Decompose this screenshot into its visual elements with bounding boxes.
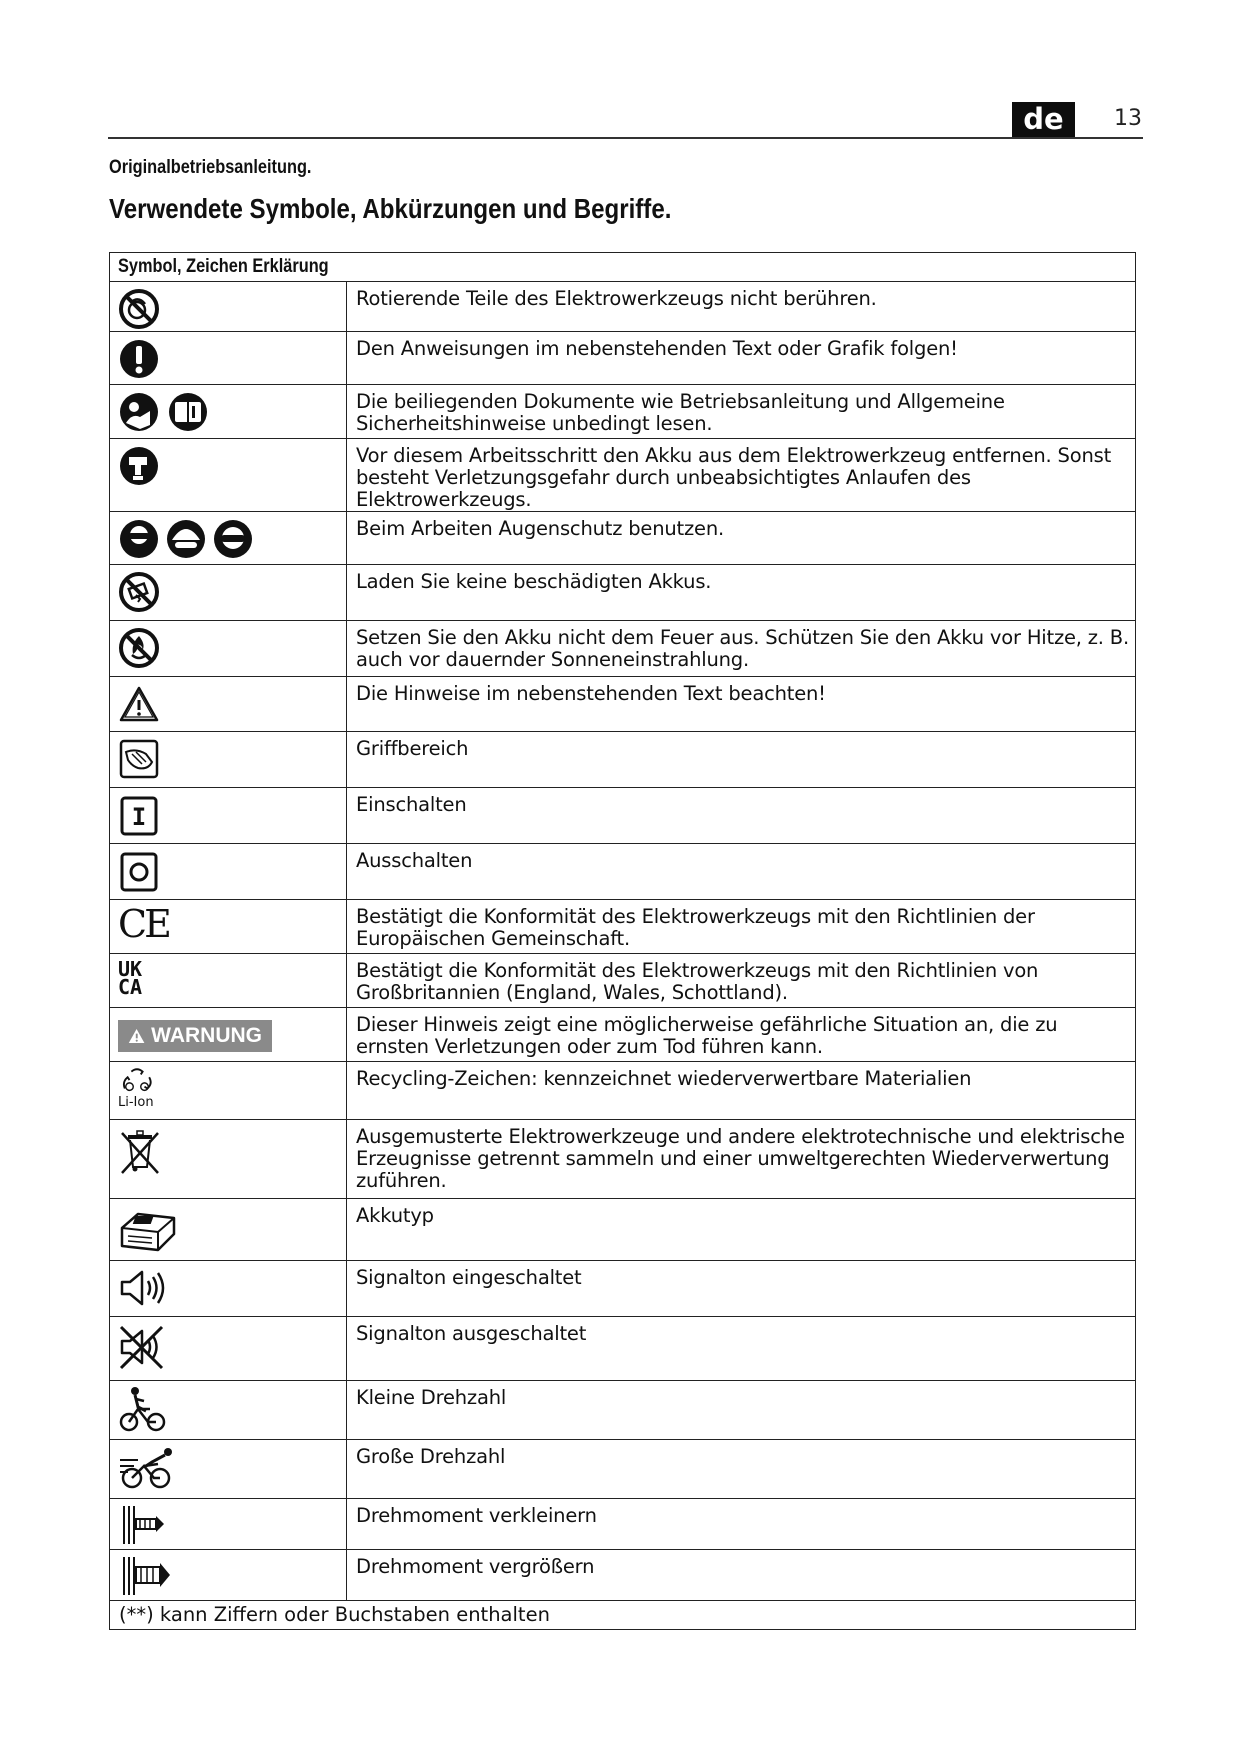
symbol-cell [110, 1261, 347, 1317]
symbol-cell [110, 1550, 347, 1601]
torque-increase-icon [118, 1555, 174, 1597]
symbol-cell [110, 1062, 347, 1120]
table-row [110, 1062, 1136, 1120]
explanation-cell: Große Drehzahl [347, 1440, 1136, 1499]
explanation-cell: Drehmoment vergrößern [347, 1550, 1136, 1601]
table-row [110, 677, 1136, 732]
symbol-cell [110, 565, 347, 621]
symbol-cell [110, 1317, 347, 1381]
symbol-cell [110, 677, 347, 732]
explanation-cell: Kleine Drehzahl [347, 1381, 1136, 1440]
symbol-cell [110, 1440, 347, 1499]
explanation-cell: Einschalten [347, 788, 1136, 844]
warning-triangle-icon [118, 683, 160, 725]
ukca-line-ca: CA [118, 975, 143, 999]
table-row [110, 1499, 1136, 1550]
table-footnote-row [110, 1601, 1136, 1630]
symbol-cell [110, 1381, 347, 1440]
table-row [110, 512, 1136, 565]
explanation-cell: Rotierende Teile des Elektrowerkzeugs nicht berühren. [347, 282, 1136, 332]
symbol-cell [110, 385, 347, 439]
explanation-cell: Ausschalten [347, 844, 1136, 900]
slow-speed-icon [118, 1385, 168, 1433]
explanation-cell: Beim Arbeiten Augenschutz benutzen. [347, 512, 1136, 565]
remove-battery-icon [118, 445, 160, 487]
explanation-cell: Akkutyp [347, 1199, 1136, 1261]
symbol-cell [110, 332, 347, 385]
symbol-cell [110, 512, 347, 565]
no-touch-rotating-icon [118, 288, 160, 330]
symbol-cell [110, 844, 347, 900]
table-row [110, 1440, 1136, 1499]
symbol-cell [110, 439, 347, 512]
symbol-cell [110, 1499, 347, 1550]
table-row [110, 1008, 1136, 1062]
fast-speed-icon [118, 1446, 176, 1490]
torque-decrease-icon [118, 1504, 168, 1546]
table-row [110, 900, 1136, 954]
explanation-cell: Dieser Hinweis zeigt eine möglicherweise gefährliche Situation an, die zu ernsten Verletzungen oder zum Tod führen kann. [347, 1008, 1136, 1062]
li-ion-label: Li-Ion [118, 1095, 154, 1110]
symbols-table [109, 252, 1136, 1630]
table-row [110, 954, 1136, 1008]
symbol-cell [110, 900, 347, 954]
symbol-cell [110, 1199, 347, 1261]
table-row [110, 1381, 1136, 1440]
symbol-cell [110, 282, 347, 332]
table-row [110, 1550, 1136, 1601]
power-off-icon [118, 850, 160, 892]
language-badge: de [1012, 102, 1075, 137]
weee-bin-icon [118, 1129, 162, 1175]
sound-on-icon [118, 1267, 168, 1309]
explanation-cell: Bestätigt die Konformität des Elektrowerkzeugs mit den Richtlinien der Europäischen Gemeinschaft. [347, 900, 1136, 954]
explanation-cell: Laden Sie keine beschädigten Akkus. [347, 565, 1136, 621]
explanation-cell: Bestätigt die Konformität des Elektrowerkzeugs mit den Richtlinien von Großbritannien (England, Wales, Schottland). [347, 954, 1136, 1008]
exclamation-icon [118, 338, 160, 380]
warning-triangle-small-icon [128, 1026, 145, 1046]
ukca-mark-icon [118, 957, 143, 1004]
explanation-cell: Die beiliegenden Dokumente wie Betriebsanleitung und Allgemeine Sicherheitshinweise unbedingt lesen. [347, 385, 1136, 439]
read-manual-icon [118, 391, 212, 433]
table-row [110, 732, 1136, 788]
document-title: Verwendete Symbole, Abkürzungen und Begriffe. [109, 193, 672, 224]
explanation-cell: Signalton eingeschaltet [347, 1261, 1136, 1317]
symbol-cell [110, 1120, 347, 1199]
warning-badge-icon: WARNUNG [118, 1020, 272, 1052]
table-row [110, 332, 1136, 385]
explanation-cell: Griffbereich [347, 732, 1136, 788]
symbol-cell [110, 732, 347, 788]
explanation-cell: Die Hinweise im nebenstehenden Text beachten! [347, 677, 1136, 732]
symbol-cell [110, 954, 347, 1008]
document-subtitle: Originalbetriebsanleitung. [109, 157, 312, 178]
explanation-cell: Drehmoment verkleinern [347, 1499, 1136, 1550]
table-header-row [110, 253, 1136, 282]
table-row [110, 844, 1136, 900]
symbol-cell [110, 621, 347, 677]
table-footnote: (**) kann Ziffern oder Buchstaben enthalten [110, 1601, 1136, 1630]
page-number: 13 [1114, 106, 1142, 131]
table-row [110, 1199, 1136, 1261]
explanation-cell: Den Anweisungen im nebenstehenden Text oder Grafik folgen! [347, 332, 1136, 385]
recycling-icon [118, 1066, 156, 1110]
no-damaged-battery-icon [118, 571, 160, 613]
table-row [110, 621, 1136, 677]
table-row [110, 439, 1136, 512]
power-on-icon [118, 794, 160, 836]
explanation-cell: Ausgemusterte Elektrowerkzeuge und andere elektrotechnische und elektrische Erzeugnisse getrennt sammeln und einer umweltgerechten Wiederverwertung zuführen. [347, 1120, 1136, 1199]
sound-off-icon [118, 1324, 168, 1370]
ce-mark-icon: CE [118, 902, 169, 946]
table-row [110, 565, 1136, 621]
symbol-cell [110, 788, 347, 844]
table-row [110, 788, 1136, 844]
table-row [110, 282, 1136, 332]
explanation-cell: Vor diesem Arbeitsschritt den Akku aus dem Elektrowerkzeug entfernen. Sonst besteht Verletzungsgefahr durch unbeabsichtigtes Anlaufen des Elektrowerkzeugs. [347, 439, 1136, 512]
explanation-cell: Recycling-Zeichen: kennzeichnet wiederverwertbare Materialien [347, 1062, 1136, 1120]
no-fire-icon [118, 627, 160, 669]
symbol-cell [110, 1008, 347, 1062]
header-rule [108, 137, 1143, 139]
explanation-cell: Signalton ausgeschaltet [347, 1317, 1136, 1381]
table-row [110, 1317, 1136, 1381]
explanation-cell: Setzen Sie den Akku nicht dem Feuer aus. Schützen Sie den Akku vor Hitze, z. B. auch vor dauernder Sonneneinstrahlung. [347, 621, 1136, 677]
battery-type-icon [118, 1204, 180, 1254]
table-row [110, 1120, 1136, 1199]
grip-area-icon [118, 738, 160, 780]
table-row [110, 1261, 1136, 1317]
table-header: Symbol, Zeichen Erklärung [110, 253, 1136, 282]
ukca-line-uk: UK [118, 957, 143, 981]
svg-text:I: I [131, 803, 147, 831]
eye-protection-icon [118, 518, 258, 560]
table-row [110, 385, 1136, 439]
recycling-arrows-icon [118, 1066, 156, 1096]
